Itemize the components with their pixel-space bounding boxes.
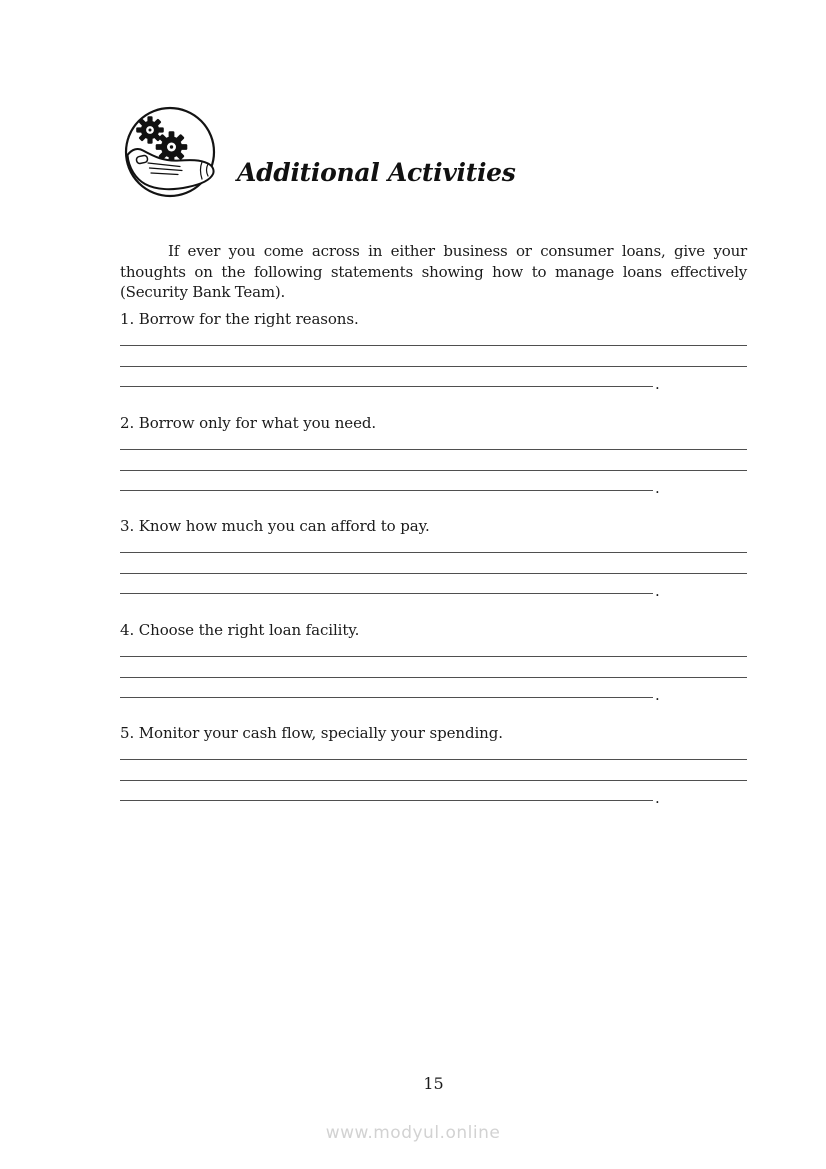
activity-item-3	[120, 516, 747, 600]
activity-item-label: 4. Choose the right loan facility.	[120, 621, 360, 639]
line-terminator: .	[655, 375, 660, 393]
answer-line-short	[120, 780, 653, 801]
line-terminator: .	[655, 582, 660, 600]
answer-line	[120, 640, 747, 657]
activity-item-label: 5. Monitor your cash flow, specially your spending.	[120, 724, 503, 742]
page-title: Additional Activities	[237, 157, 516, 187]
line-terminator: .	[655, 789, 660, 807]
answer-line	[120, 743, 747, 760]
activity-item-label: 2. Borrow only for what you need.	[120, 414, 377, 432]
line-terminator: .	[655, 479, 660, 497]
answer-line	[120, 329, 747, 346]
answer-line	[120, 553, 747, 574]
answer-line-short	[120, 366, 653, 387]
answer-line-short	[120, 470, 653, 491]
activity-item-label: 3. Know how much you can afford to pay.	[120, 517, 430, 535]
page-number: 15	[423, 1074, 444, 1093]
activity-item-4	[120, 620, 747, 704]
watermark-text: www.modyul.online	[325, 1123, 501, 1143]
line-terminator: .	[655, 686, 660, 704]
activity-item-5	[120, 723, 747, 807]
intro-paragraph: If ever you come across in either business or consumer loans, give your thoughts on the following statements showing how to manage loans effectively (Security Bank Team).	[120, 242, 747, 301]
answer-line-short	[120, 677, 653, 698]
answer-line	[120, 450, 747, 471]
activity-item-label: 1. Borrow for the right reasons.	[120, 310, 359, 328]
hand-holding-gears-icon	[124, 106, 216, 198]
answer-line	[120, 760, 747, 781]
activity-item-2	[120, 413, 747, 497]
answer-line	[120, 657, 747, 678]
answer-line	[120, 536, 747, 553]
activity-item-1	[120, 309, 747, 393]
answer-line	[120, 346, 747, 367]
answer-line-short	[120, 573, 653, 594]
answer-line	[120, 433, 747, 450]
